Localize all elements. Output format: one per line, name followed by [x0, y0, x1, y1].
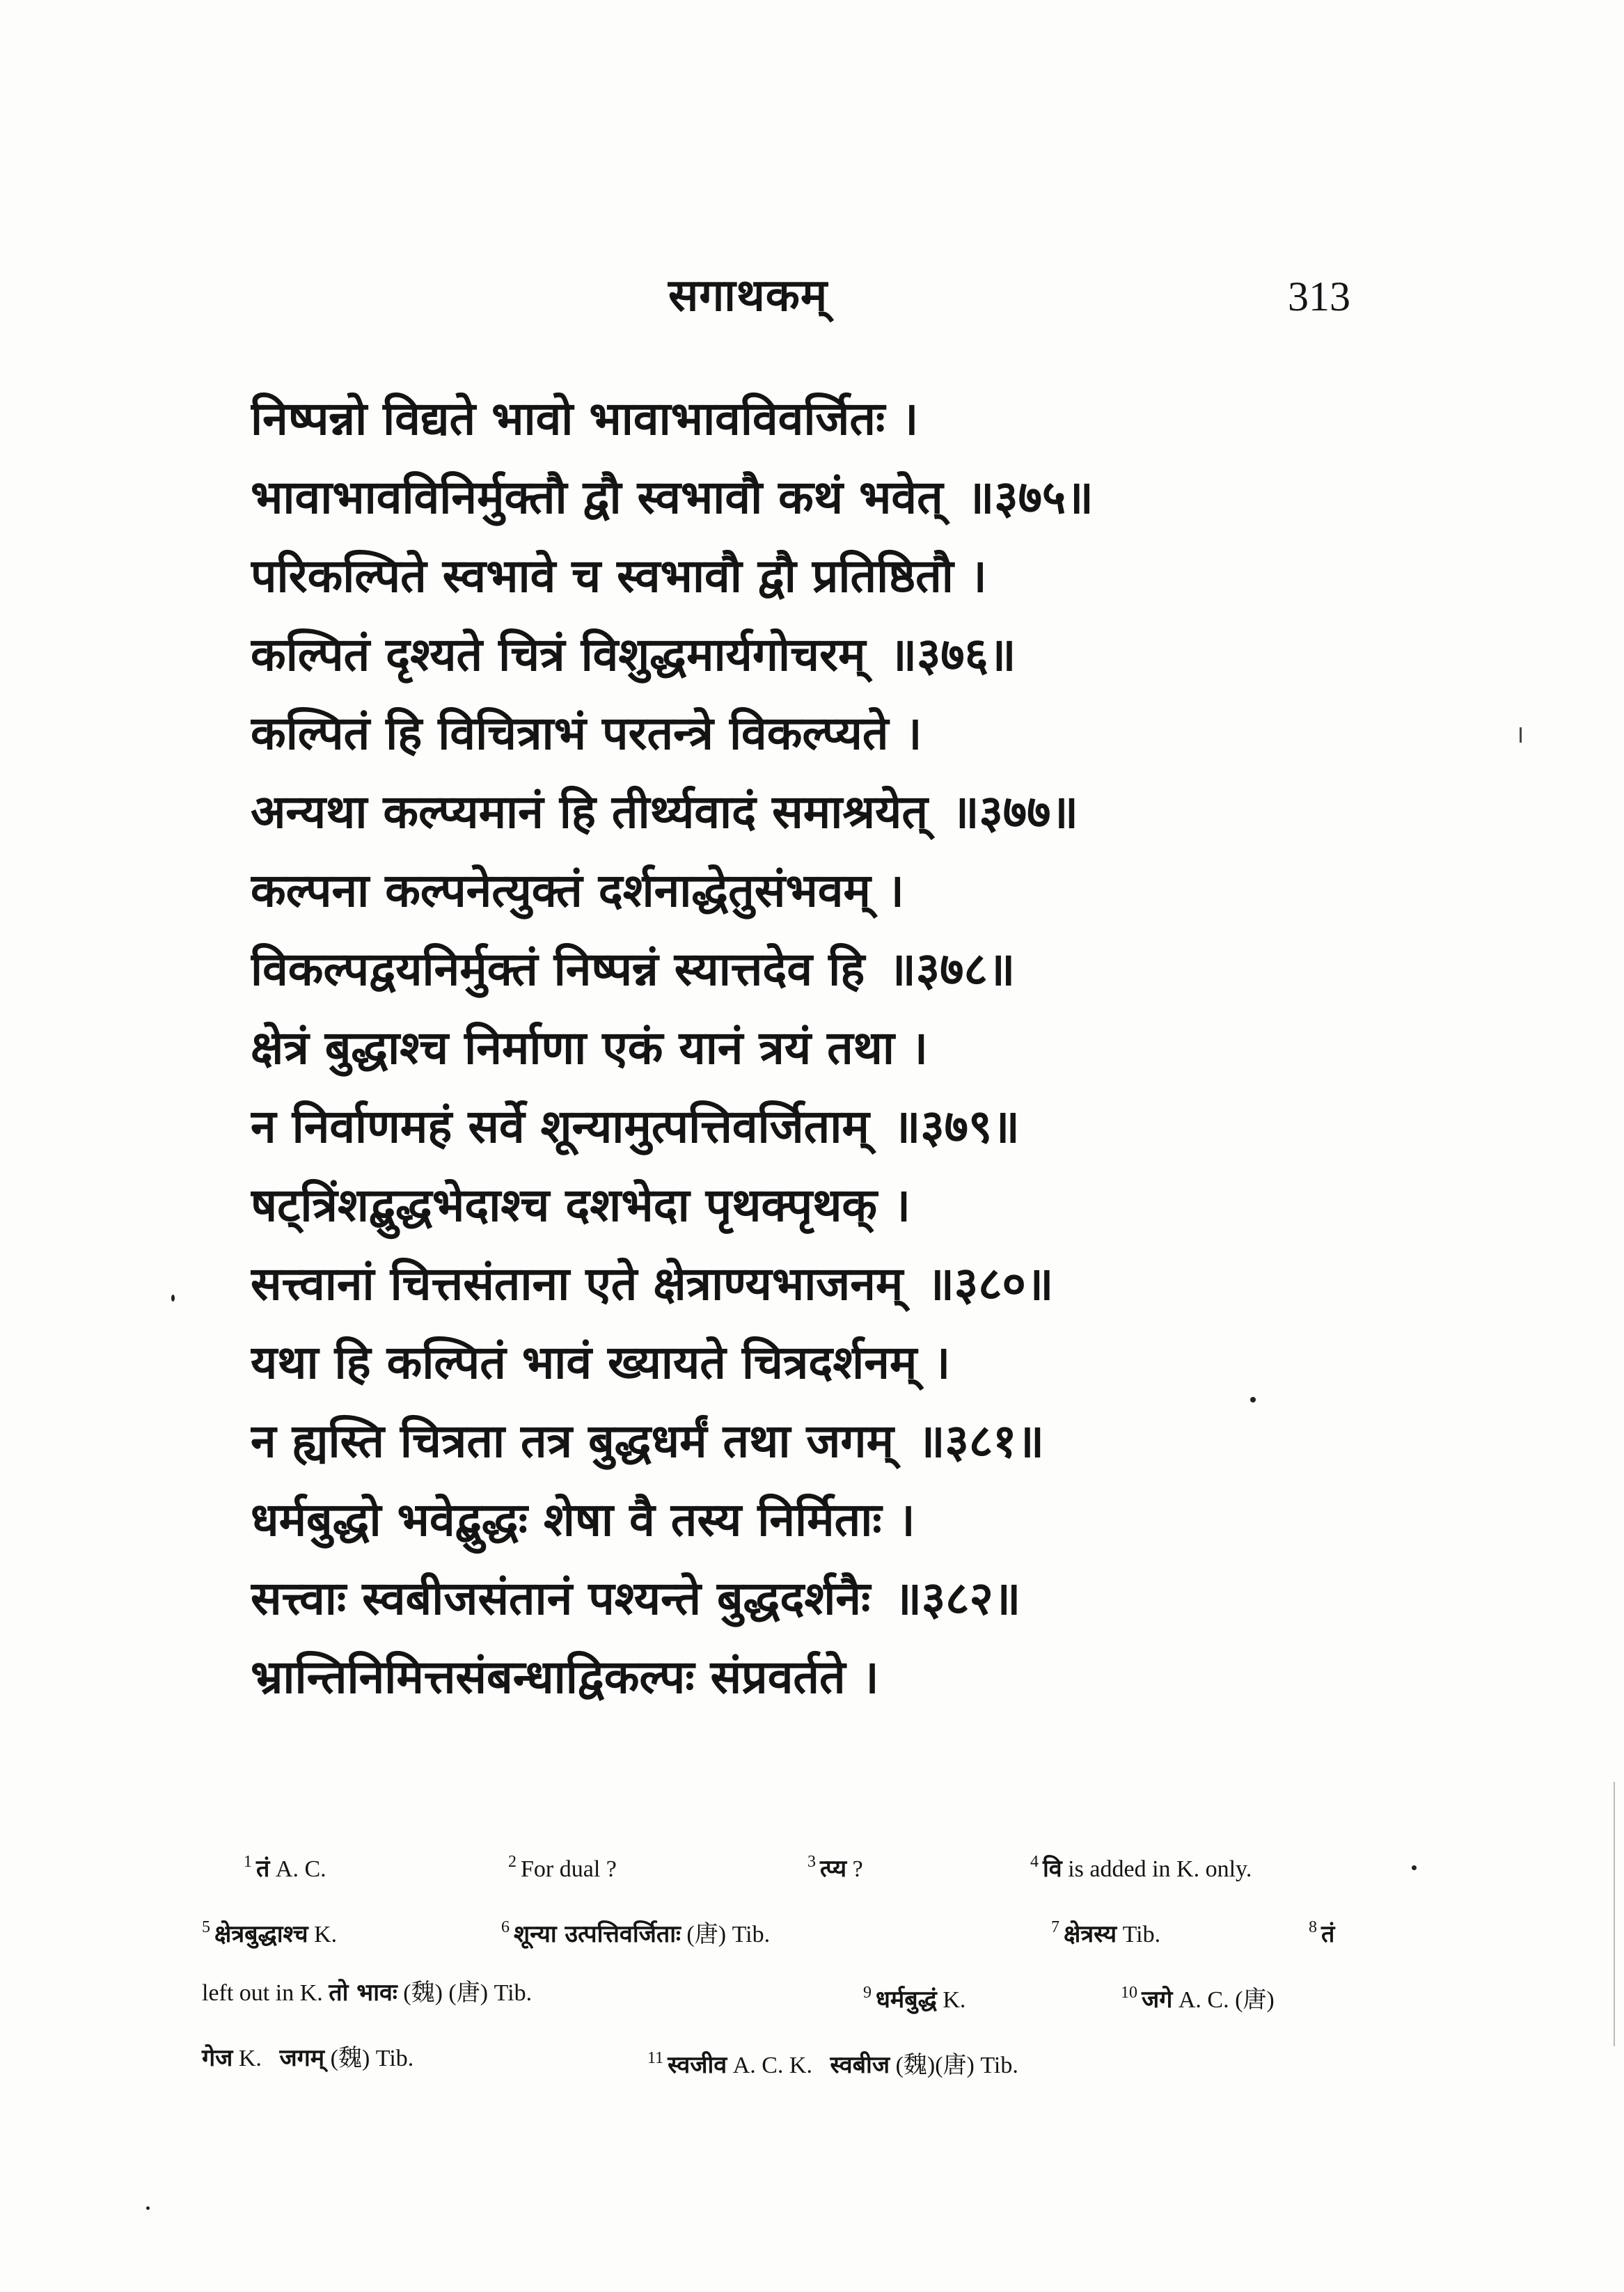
verse-line: [251, 458, 1420, 537]
verse-text: अन्यथा कल्प्यमानं हि तीर्थ्यवादं समाश्रयेत्: [251, 784, 928, 839]
page-number: 313: [1288, 274, 1350, 319]
footnote-8: $^8$ तं: [1309, 1918, 1335, 1948]
verse-number: ॥३७९॥: [892, 1099, 1020, 1153]
scan-mark: [1520, 727, 1522, 743]
scan-speck: [146, 2206, 150, 2210]
footnote-row-4: [195, 2025, 1392, 2091]
footnote-2: $^2$ For dual ?: [508, 1853, 617, 1882]
footnote-8-continued: left out in K. तो भावः (魏) (唐) Tib.: [202, 1979, 533, 2007]
footnote-5: $^5$ क्षेत्रबुद्धाश्च K.: [202, 1918, 338, 1948]
verse-line: [251, 1638, 1420, 1716]
verse-text: भावाभावविनिर्मुक्तौ द्वौ स्वभावौ कथं भवेत्: [251, 470, 943, 524]
verse-line: [251, 1087, 1420, 1166]
verse-text: भ्रान्तिनिमित्तसंबन्धाद्विकल्पः संप्रवर्तते ।: [251, 1650, 879, 1704]
verse-block: [251, 379, 1420, 1716]
verse-line: [251, 379, 1420, 458]
footnote-4: $^4$ वि is added in K. only.: [1030, 1853, 1252, 1883]
verse-line: [251, 1402, 1420, 1480]
verse-text: निष्पन्नो विद्यते भावो भावाभावविवर्जितः ।: [251, 391, 919, 445]
footnote-row-1: [195, 1829, 1392, 1895]
scan-speck: [1250, 1397, 1256, 1402]
verse-text: कल्पितं दृश्यते चित्रं विशुद्धमार्यगोचरम्: [251, 627, 866, 681]
scan-speck: [1412, 1865, 1417, 1870]
verse-line: [251, 694, 1420, 773]
footnote-11: $^{11}$ स्वजीव A. C. K. स्वबीज (魏)(唐) Tib.: [647, 2049, 1018, 2079]
verse-text: विकल्पद्वयनिर्मुक्तं निष्पन्नं स्यात्तदेव हि: [251, 942, 865, 996]
verse-line: [251, 773, 1420, 851]
verse-line: [251, 1559, 1420, 1638]
verse-number: ॥३८०॥: [927, 1256, 1054, 1311]
verse-text: धर्मबुद्धो भवेद्बुद्धः शेषा वै तस्य निर्मिताः ।: [251, 1492, 915, 1547]
verse-line: [251, 1480, 1420, 1559]
verse-number: ॥३८१॥: [917, 1414, 1045, 1468]
verse-line: [251, 1009, 1420, 1087]
verse-text: यथा हि कल्पितं भावं ख्यायते चित्रदर्शनम् ।: [251, 1335, 951, 1389]
footnote-1: $^1$ तं A. C.: [244, 1853, 326, 1883]
footnotes: [195, 1829, 1392, 2091]
verse-number: ॥३७८॥: [888, 942, 1016, 996]
verse-text: सत्त्वानां चित्तसंताना एते क्षेत्राण्यभाजनम्: [251, 1256, 904, 1311]
verse-number: ॥३८२॥: [894, 1571, 1021, 1625]
footnote-row-2: [195, 1895, 1392, 1960]
verse-text: सत्त्वाः स्वबीजसंतानं पश्यन्ते बुद्धदर्शनैः: [251, 1571, 871, 1625]
footnote-3: $^3$ त्प्य ?: [807, 1853, 863, 1883]
verse-line: [251, 615, 1420, 694]
verse-line: [251, 1244, 1420, 1323]
verse-text: क्षेत्रं बुद्धाश्च निर्माणा एकं यानं त्रयं तथा ।: [251, 1020, 928, 1075]
footnote-6: $^6$ शून्या उत्पत्तिवर्जिताः (唐) Tib.: [501, 1918, 771, 1948]
footnote-10: $^{10}$ जगे A. C. (唐): [1121, 1984, 1275, 2014]
footnote-10-continued: गेज K. जगम् (魏) Tib.: [202, 2044, 414, 2072]
verse-line: [251, 851, 1420, 930]
verse-line: [251, 537, 1420, 615]
scan-edge-mark: [1614, 1782, 1615, 2046]
verse-text: कल्पितं हि विचित्राभं परतन्त्रे विकल्प्यते ।: [251, 706, 922, 760]
verse-text: न निर्वाणमहं सर्वे शून्यामुत्पत्तिवर्जिताम्: [251, 1099, 869, 1153]
footnote-7: $^7$ क्षेत्रस्य Tib.: [1051, 1918, 1161, 1948]
verse-line: [251, 1166, 1420, 1244]
verse-text: कल्पना कल्पनेत्युक्तं दर्शनाद्धेतुसंभवम् ।: [251, 863, 904, 917]
footnote-9: $^9$ धर्मबुद्धं K.: [863, 1984, 966, 2014]
verse-text: परिकल्पिते स्वभावे च स्वभावौ द्वौ प्रतिष्ठितौ ।: [251, 548, 987, 603]
verse-number: ॥३७६॥: [889, 627, 1016, 681]
scan-speck: [171, 1295, 175, 1302]
verse-number: ॥३७५॥: [966, 470, 1094, 524]
footnote-row-3: [195, 1960, 1392, 2025]
verse-text: षट्त्रिंशद्बुद्धभेदाश्च दशभेदा पृथक्पृथक् ।: [251, 1178, 911, 1232]
verse-number: ॥३७७॥: [951, 784, 1078, 839]
verse-line: [251, 1323, 1420, 1402]
verse-text: न ह्यस्ति चित्रता तत्र बुद्धधर्मं तथा जगम्: [251, 1414, 894, 1468]
verse-line: [251, 930, 1420, 1009]
running-title: सगाथकम्: [668, 269, 828, 322]
